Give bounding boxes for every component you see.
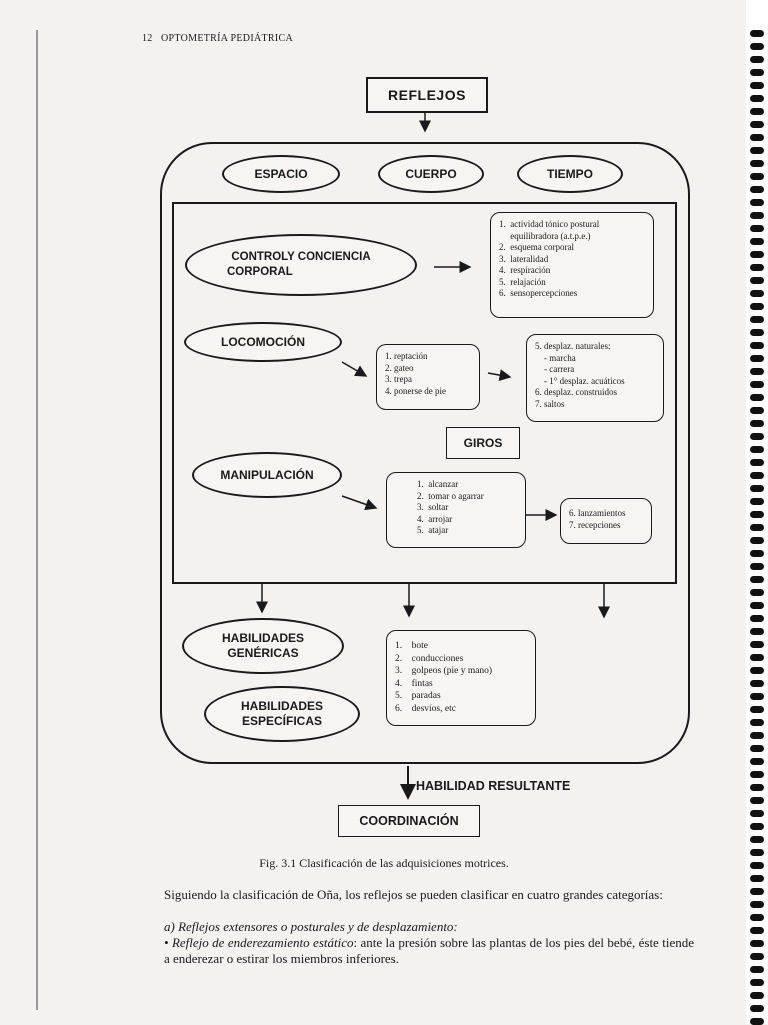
spiral-hole bbox=[750, 745, 764, 752]
spiral-hole bbox=[750, 823, 764, 830]
specific-line-2: ESPECÍFICAS bbox=[241, 714, 322, 728]
spiral-hole bbox=[750, 212, 764, 219]
ellipse-locomocion: LOCOMOCIÓN bbox=[184, 322, 342, 362]
spiral-hole bbox=[750, 628, 764, 635]
spiral-hole bbox=[750, 537, 764, 544]
spiral-hole bbox=[750, 641, 764, 648]
spiral-hole bbox=[750, 446, 764, 453]
list-item: 7. recepciones bbox=[569, 519, 621, 530]
spiral-hole bbox=[750, 108, 764, 115]
spiral-hole bbox=[750, 511, 764, 518]
spiral-hole bbox=[750, 56, 764, 63]
list-desplazamientos bbox=[526, 334, 664, 422]
list-item: 4. fintas bbox=[395, 678, 433, 689]
spiral-hole bbox=[750, 43, 764, 50]
list-item: equilibradora (a.t.p.e.) bbox=[499, 230, 591, 241]
spiral-hole bbox=[750, 667, 764, 674]
spiral-hole bbox=[750, 706, 764, 713]
control-line-1: CONTROLY CONCIENCIA bbox=[231, 251, 371, 263]
spiral-hole bbox=[750, 134, 764, 141]
list-item: 2. esquema corporal bbox=[499, 242, 574, 252]
list-item: 1. alcanzar bbox=[417, 479, 459, 489]
spiral-hole bbox=[750, 797, 764, 804]
spiral-hole bbox=[750, 394, 764, 401]
spiral-hole bbox=[750, 225, 764, 232]
list-item: 5. atajar bbox=[417, 525, 449, 535]
ellipse-tiempo: TIEMPO bbox=[517, 155, 623, 193]
list-item: 6. desplaz. construidos bbox=[535, 387, 617, 397]
list-item: 3. golpeos (pie y mano) bbox=[395, 666, 493, 676]
spiral-hole bbox=[750, 888, 764, 895]
spiral-hole bbox=[750, 550, 764, 557]
list-item: 2. conducciones bbox=[395, 653, 464, 664]
spiral-hole bbox=[750, 784, 764, 791]
list-item: 3. lateralidad bbox=[499, 253, 549, 264]
spiral-hole bbox=[750, 251, 764, 258]
spiral-hole bbox=[750, 719, 764, 726]
list-item: 1. bote bbox=[395, 641, 428, 651]
spiral-hole bbox=[750, 927, 764, 934]
list-item: 4. respiración bbox=[499, 265, 551, 275]
spiral-hole bbox=[750, 121, 764, 128]
list-item: - carrera bbox=[535, 364, 575, 374]
spiral-hole bbox=[750, 524, 764, 531]
list-item: 7. saltos bbox=[535, 398, 565, 409]
spiral-hole bbox=[750, 433, 764, 440]
list-item: 2. gateo bbox=[385, 362, 414, 373]
spiral-hole bbox=[750, 732, 764, 739]
body-heading: a) Reflejos extensores o posturales y de desplazamiento: bbox=[164, 919, 458, 934]
spiral-hole bbox=[750, 459, 764, 466]
spiral-hole bbox=[750, 589, 764, 596]
list-control-corporal bbox=[490, 212, 654, 318]
spiral-hole bbox=[750, 186, 764, 193]
list-manipulacion bbox=[386, 472, 526, 548]
spiral-hole bbox=[750, 654, 764, 661]
control-line-2: CORPORAL bbox=[227, 266, 293, 278]
spiral-hole bbox=[750, 966, 764, 973]
spiral-hole bbox=[750, 95, 764, 102]
spiral-hole bbox=[750, 602, 764, 609]
spiral-hole bbox=[750, 199, 764, 206]
spiral-hole bbox=[750, 277, 764, 284]
list-lanzamientos bbox=[560, 498, 652, 544]
habilidad-resultante-label: HABILIDAD RESULTANTE bbox=[416, 779, 571, 793]
spiral-hole bbox=[750, 238, 764, 245]
generic-line-2: GENÉRICAS bbox=[227, 646, 299, 660]
ellipse-habilidades-especificas bbox=[204, 686, 360, 742]
spiral-hole bbox=[750, 680, 764, 687]
spiral-hole bbox=[750, 563, 764, 570]
list-item: 4. ponerse de pie bbox=[385, 385, 446, 396]
spiral-hole bbox=[750, 407, 764, 414]
spiral-hole bbox=[750, 1005, 764, 1012]
spiral-hole bbox=[750, 381, 764, 388]
spiral-hole bbox=[750, 875, 764, 882]
spiral-hole bbox=[750, 368, 764, 375]
ellipse-espacio: ESPACIO bbox=[222, 155, 340, 193]
list-item: 6. lanzamientos bbox=[569, 508, 626, 518]
list-item: 3. soltar bbox=[417, 502, 449, 512]
list-item: 2. tomar o agarrar bbox=[417, 490, 484, 501]
spiral-hole bbox=[750, 758, 764, 765]
figure-caption: Fig. 3.1 Clasificación de las adquisiciones motrices. bbox=[259, 856, 509, 870]
list-item: 6. sensopercepciones bbox=[499, 288, 578, 298]
list-item: 1. reptación bbox=[385, 351, 428, 361]
ellipse-control-corporal bbox=[185, 234, 417, 296]
coordinacion-box: COORDINACIÓN bbox=[338, 805, 480, 837]
list-item: 4. arrojar bbox=[417, 513, 453, 524]
spiral-hole bbox=[750, 992, 764, 999]
bullet-lead: • Reflejo de enderezamiento estático bbox=[164, 935, 354, 950]
spiral-hole bbox=[750, 316, 764, 323]
spiral-hole bbox=[750, 290, 764, 297]
list-item: 5. relajación bbox=[499, 276, 546, 287]
list-item: 1. actividad tónico postural bbox=[499, 219, 600, 229]
body-paragraph: Siguiendo la clasificación de Oña, los reflejos se pueden clasificar en cuatro grandes categorías: bbox=[164, 887, 663, 902]
list-item: 3. trepa bbox=[385, 374, 412, 384]
specific-line-1: HABILIDADES bbox=[240, 699, 323, 713]
spiral-hole bbox=[750, 836, 764, 843]
spiral-hole bbox=[750, 82, 764, 89]
spiral-hole bbox=[750, 342, 764, 349]
spiral-hole bbox=[750, 979, 764, 986]
spiral-hole bbox=[750, 901, 764, 908]
spiral-hole bbox=[750, 849, 764, 856]
list-item: 6. desvíos, etc bbox=[395, 703, 456, 714]
list-locomocion bbox=[376, 344, 480, 410]
spiral-hole bbox=[750, 862, 764, 869]
spiral-hole bbox=[750, 147, 764, 154]
spiral-hole bbox=[750, 472, 764, 479]
list-item: 5. desplaz. naturales: bbox=[535, 341, 611, 351]
list-item: - marcha bbox=[535, 352, 576, 363]
spiral-hole bbox=[750, 355, 764, 362]
body-bullet bbox=[164, 935, 694, 967]
list-item: - 1° desplaz. acuáticos bbox=[535, 375, 625, 386]
spiral-hole bbox=[750, 914, 764, 921]
spiral-hole bbox=[750, 953, 764, 960]
running-title: OPTOMETRÍA PEDIÁTRICA bbox=[161, 33, 293, 44]
spiral-binding bbox=[746, 0, 768, 1024]
spiral-hole bbox=[750, 160, 764, 167]
spiral-hole bbox=[750, 69, 764, 76]
ellipse-manipulacion: MANIPULACIÓN bbox=[192, 452, 342, 498]
spiral-hole bbox=[750, 576, 764, 583]
ellipse-habilidades-genericas bbox=[182, 618, 344, 674]
giros-box: GIROS bbox=[446, 427, 520, 459]
spiral-hole bbox=[750, 30, 764, 37]
ellipse-cuerpo: CUERPO bbox=[378, 155, 484, 193]
spiral-hole bbox=[750, 485, 764, 492]
spiral-hole bbox=[750, 810, 764, 817]
spiral-hole bbox=[750, 940, 764, 947]
spiral-hole bbox=[750, 264, 764, 271]
list-habilidades bbox=[386, 630, 536, 726]
generic-line-1: HABILIDADES bbox=[221, 631, 304, 645]
spiral-hole bbox=[750, 173, 764, 180]
list-item: 5. paradas bbox=[395, 691, 441, 701]
spiral-hole bbox=[750, 420, 764, 427]
spiral-hole bbox=[750, 303, 764, 310]
page-number: 12 bbox=[142, 33, 153, 44]
spiral-hole bbox=[750, 615, 764, 622]
reflejos-box: REFLEJOS bbox=[366, 77, 488, 113]
spiral-hole bbox=[750, 693, 764, 700]
bullet-text: : ante la presión sobre las plantas de los pies del bebé, éste tiende a enderezar o estirar los miembros inferiores. bbox=[164, 935, 694, 966]
spiral-hole bbox=[750, 498, 764, 505]
spiral-hole bbox=[750, 329, 764, 336]
spiral-hole bbox=[750, 771, 764, 778]
